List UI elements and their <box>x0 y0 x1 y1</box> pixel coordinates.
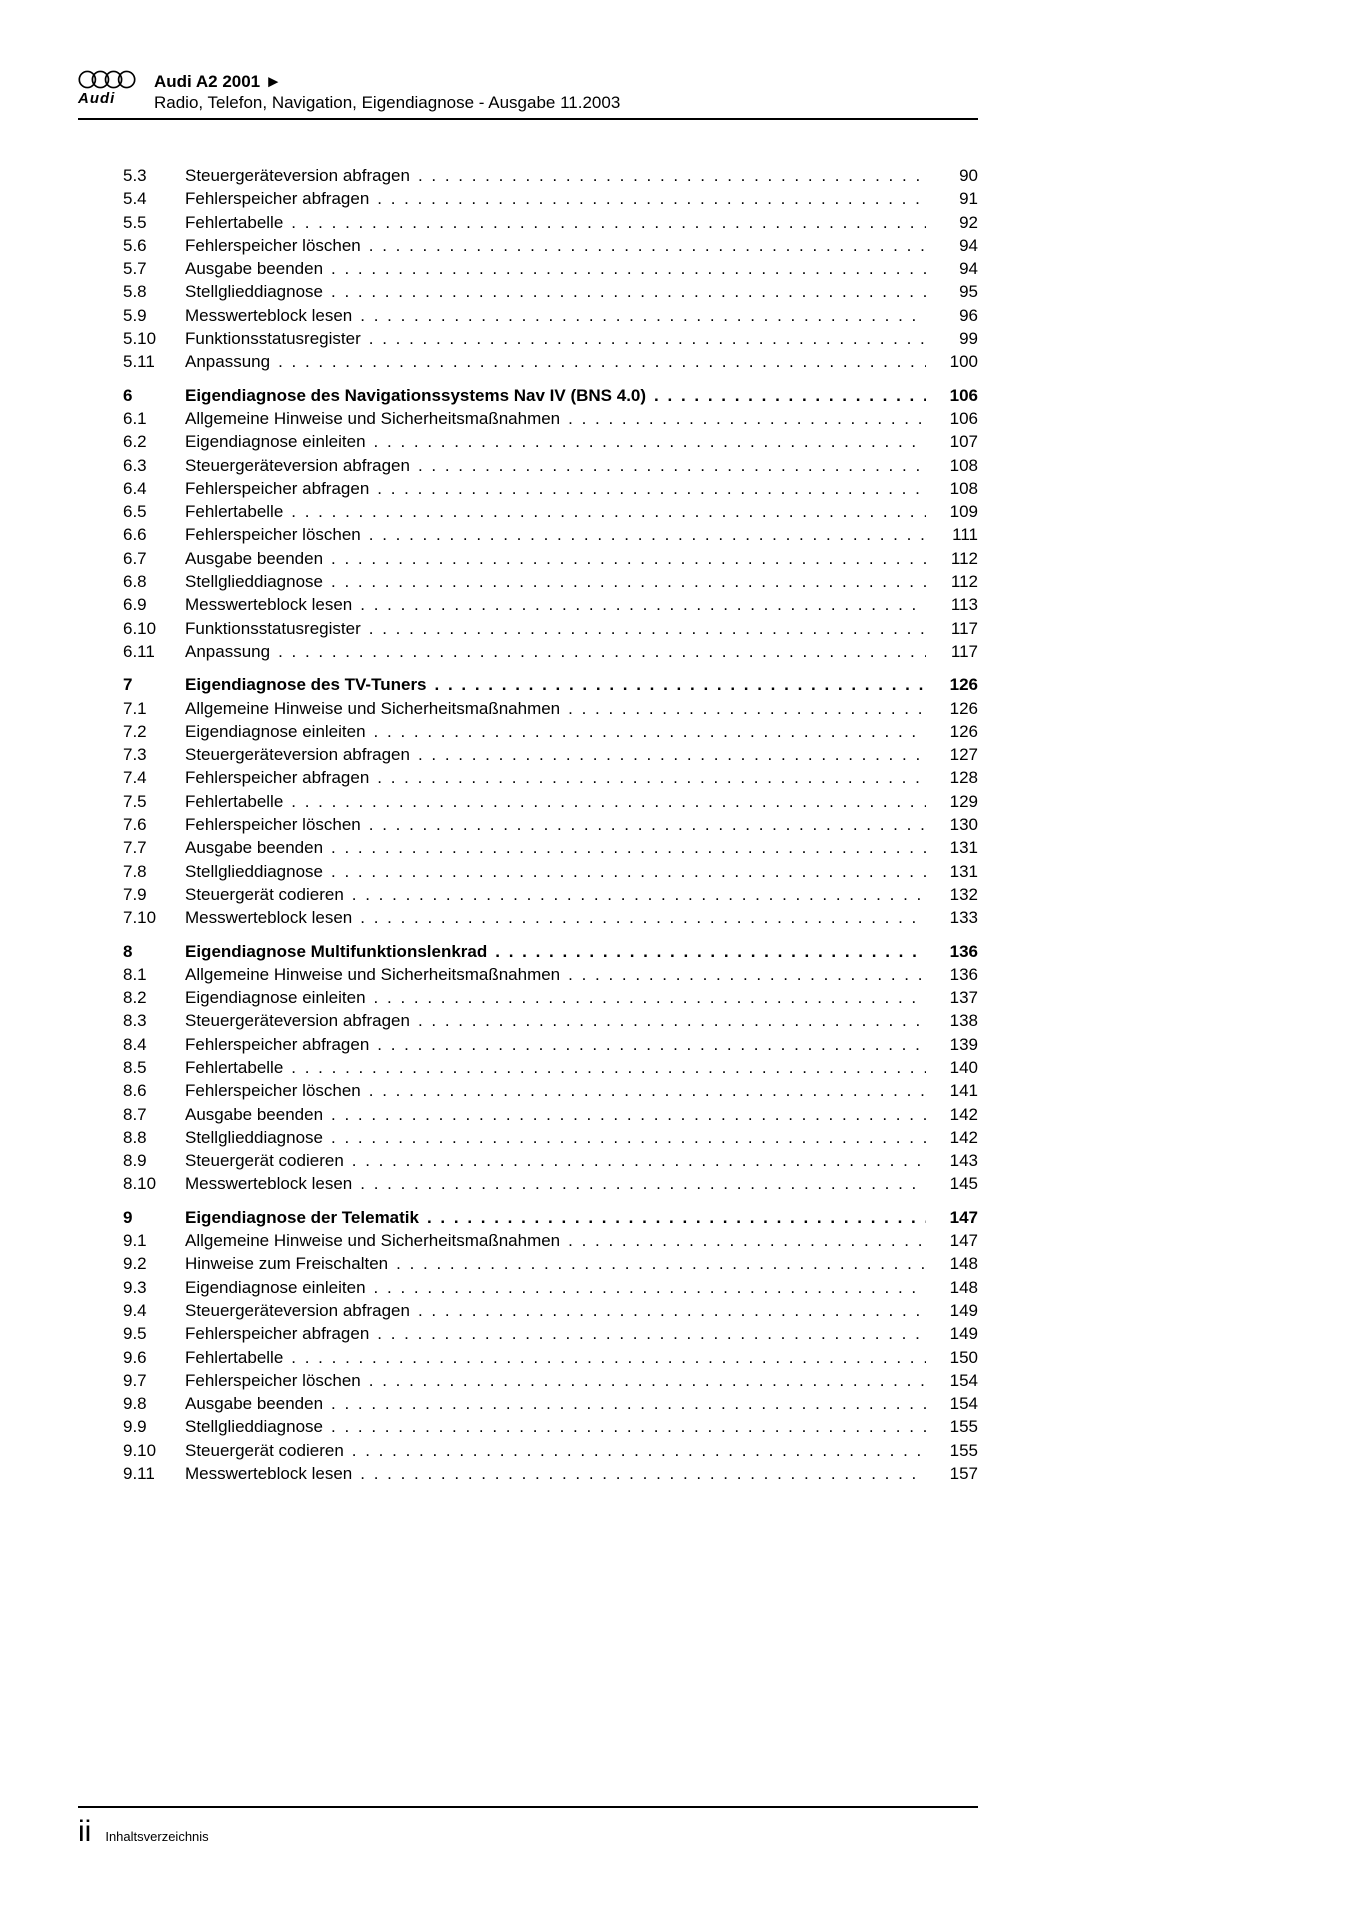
toc-entry-number: 6.3 <box>123 455 147 475</box>
toc-entry-page: 126 <box>949 721 978 741</box>
dot-leader <box>352 1149 926 1172</box>
dot-leader <box>278 640 926 663</box>
toc-entry-number: 5.5 <box>123 212 147 232</box>
toc-entry-number: 5.7 <box>123 259 147 279</box>
dot-leader <box>377 477 926 500</box>
toc-entry-number: 9.8 <box>123 1394 147 1414</box>
toc-entry-number: 5.4 <box>123 189 147 209</box>
toc-entry <box>78 860 978 883</box>
dot-leader <box>331 257 926 280</box>
toc-entry-page: 154 <box>949 1394 978 1414</box>
toc-entry-title: Stellglieddiagnose <box>185 861 323 881</box>
dot-leader <box>369 523 926 546</box>
header-rule <box>78 118 978 120</box>
dot-leader <box>374 430 926 453</box>
toc-entry-title: Steuergeräteversion abfragen <box>185 1300 410 1320</box>
toc-entry-title: Steuergeräteversion abfragen <box>185 1011 410 1031</box>
toc-entry-title: Eigendiagnose Multifunktionslenkrad <box>185 941 488 961</box>
toc-entry-number: 6.10 <box>123 618 157 638</box>
toc-entry <box>78 883 978 906</box>
toc-entry <box>78 1056 978 1079</box>
toc-entry-title: Steuergeräteversion abfragen <box>185 455 410 475</box>
toc-entry-title: Fehlertabelle <box>185 1057 284 1077</box>
toc-entry <box>78 1415 978 1438</box>
toc-entry-number: 5.6 <box>123 235 147 255</box>
dot-leader <box>435 673 926 696</box>
footer-section-label: Inhaltsverzeichnis <box>105 1829 209 1844</box>
toc-entry-number: 6.1 <box>123 408 147 428</box>
toc-entry-page: 107 <box>949 432 978 452</box>
toc-entry <box>78 836 978 859</box>
dot-leader <box>495 940 926 963</box>
dot-leader <box>331 860 926 883</box>
dot-leader <box>369 1369 926 1392</box>
dot-leader <box>369 327 926 350</box>
toc-entry-title: Allgemeine Hinweise und Sicherheitsmaßnahmen <box>185 408 561 428</box>
toc-entry-page: 128 <box>949 768 978 788</box>
dot-leader <box>369 234 926 257</box>
toc-entry <box>78 570 978 593</box>
toc-entry-page: 108 <box>949 455 978 475</box>
toc-entry-title: Ausgabe beenden <box>185 548 324 568</box>
toc-entry-title: Stellglieddiagnose <box>185 282 323 302</box>
toc-entry-number: 5.8 <box>123 282 147 302</box>
toc-entry-page: 139 <box>949 1034 978 1054</box>
toc-entry <box>78 673 978 696</box>
toc-entry-number: 9.7 <box>123 1370 147 1390</box>
toc-entry-number: 6.4 <box>123 478 147 498</box>
toc-entry-number: 8 <box>123 941 133 961</box>
dot-leader <box>291 1056 926 1079</box>
toc-entry <box>78 523 978 546</box>
toc-entry <box>78 1346 978 1369</box>
toc-entry-title: Messwerteblock lesen <box>185 305 353 325</box>
dot-leader <box>374 1276 926 1299</box>
toc-entry-title: Steuergeräteversion abfragen <box>185 166 410 185</box>
toc-entry-number: 6.7 <box>123 548 147 568</box>
toc-entry-number: 8.3 <box>123 1011 147 1031</box>
toc-entry-number: 7.5 <box>123 791 147 811</box>
toc-entry-page: 142 <box>949 1127 978 1147</box>
toc-entry-title: Fehlertabelle <box>185 791 284 811</box>
toc-list <box>78 164 978 1485</box>
toc-entry-page: 149 <box>949 1324 978 1344</box>
toc-entry-number: 6.2 <box>123 432 147 452</box>
dot-leader <box>369 617 926 640</box>
dot-leader <box>374 986 926 1009</box>
toc-entry-number: 6.5 <box>123 502 147 522</box>
toc-entry-title: Eigendiagnose der Telematik <box>185 1207 419 1227</box>
toc-entry-title: Eigendiagnose einleiten <box>185 988 366 1008</box>
toc-entry-number: 9.5 <box>123 1324 147 1344</box>
toc-entry-number: 8.2 <box>123 988 147 1008</box>
dot-leader <box>331 547 926 570</box>
toc-entry-page: 143 <box>949 1151 978 1171</box>
dot-leader <box>360 593 926 616</box>
toc-entry-number: 9.1 <box>123 1231 147 1251</box>
toc-entry-number: 8.8 <box>123 1127 147 1147</box>
toc-entry-title: Fehlerspeicher abfragen <box>185 189 370 209</box>
toc-entry-title: Fehlerspeicher löschen <box>185 1370 361 1390</box>
toc-entry <box>78 477 978 500</box>
toc-entry <box>78 1229 978 1252</box>
toc-entry-page: 150 <box>949 1347 978 1367</box>
page-footer <box>78 1806 978 1848</box>
toc-entry-number: 6.8 <box>123 572 147 592</box>
dot-leader <box>331 570 926 593</box>
dot-leader <box>418 743 926 766</box>
toc-entry-page: 155 <box>949 1417 978 1437</box>
footer-line <box>78 1816 978 1848</box>
dot-leader <box>352 883 926 906</box>
toc-entry-title: Steuergerät codieren <box>185 1151 344 1171</box>
toc-entry-page: 142 <box>949 1104 978 1124</box>
footer-rule <box>78 1806 978 1808</box>
toc-entry-title: Eigendiagnose des TV-Tuners <box>185 675 427 695</box>
toc-entry <box>78 234 978 257</box>
toc-entry <box>78 1009 978 1032</box>
dot-leader <box>418 1009 926 1032</box>
toc-entry-page: 94 <box>959 235 978 255</box>
toc-entry <box>78 500 978 523</box>
toc-entry-number: 6.11 <box>123 641 155 661</box>
toc-entry-title: Funktionsstatusregister <box>185 618 361 638</box>
page-header <box>78 70 978 113</box>
toc-entry <box>78 640 978 663</box>
dot-leader <box>568 963 926 986</box>
toc-entry-title: Steuergeräteversion abfragen <box>185 745 410 765</box>
toc-entry-title: Ausgabe beenden <box>185 1104 324 1124</box>
toc-entry-title: Eigendiagnose einleiten <box>185 1277 366 1297</box>
toc-entry-number: 8.6 <box>123 1081 147 1101</box>
toc-entry-number: 7.7 <box>123 838 147 858</box>
toc-entry-page: 145 <box>949 1174 978 1194</box>
toc-entry-number: 9.2 <box>123 1254 147 1274</box>
toc-entry-page: 129 <box>949 791 978 811</box>
dot-leader <box>360 304 926 327</box>
page-content <box>78 70 978 1485</box>
toc-entry-page: 130 <box>949 815 978 835</box>
toc-entry <box>78 743 978 766</box>
toc-entry-number: 7.6 <box>123 815 147 835</box>
toc-entry-title: Fehlerspeicher löschen <box>185 525 361 545</box>
toc-entry-number: 5.3 <box>123 166 147 185</box>
toc-entry-page: 147 <box>949 1207 978 1227</box>
toc-entry <box>78 720 978 743</box>
header-text <box>154 70 620 113</box>
toc-entry-number: 5.10 <box>123 329 157 349</box>
dot-leader <box>331 1126 926 1149</box>
toc-entry <box>78 1276 978 1299</box>
toc-entry <box>78 1103 978 1126</box>
toc-entry-number: 7.9 <box>123 884 147 904</box>
toc-entry <box>78 547 978 570</box>
toc-entry-page: 126 <box>949 675 978 695</box>
toc-entry-number: 9.10 <box>123 1440 157 1460</box>
toc-entry <box>78 593 978 616</box>
toc-entry <box>78 1079 978 1102</box>
toc-entry-title: Messwerteblock lesen <box>185 1174 353 1194</box>
toc-entry <box>78 1252 978 1275</box>
dot-leader <box>374 720 926 743</box>
toc-entry-page: 111 <box>952 525 978 545</box>
toc-entry-title: Steuergerät codieren <box>185 1440 344 1460</box>
dot-leader <box>352 1439 926 1462</box>
dot-leader <box>418 1299 926 1322</box>
toc-entry-number: 7.8 <box>123 861 147 881</box>
dot-leader <box>377 766 926 789</box>
header-model-line: Audi A2 2001 ► <box>154 72 282 91</box>
toc-entry-number: 8.1 <box>123 964 147 984</box>
toc-entry <box>78 986 978 1009</box>
toc-entry-page: 117 <box>950 618 978 638</box>
dot-leader <box>278 350 926 373</box>
dot-leader <box>418 454 926 477</box>
toc-entry-title: Fehlerspeicher löschen <box>185 815 361 835</box>
toc-entry <box>78 350 978 373</box>
dot-leader <box>568 407 926 430</box>
toc-entry-page: 136 <box>949 964 978 984</box>
toc-entry-number: 5.9 <box>123 305 147 325</box>
toc-entry-number: 8.7 <box>123 1104 147 1124</box>
audi-rings-icon <box>78 70 136 89</box>
dot-leader <box>377 1033 926 1056</box>
toc-entry-title: Anpassung <box>185 641 271 661</box>
toc-entry-title: Fehlerspeicher abfragen <box>185 1324 370 1344</box>
dot-leader <box>369 1079 926 1102</box>
toc-entry <box>78 257 978 280</box>
toc-entry-title: Ausgabe beenden <box>185 1394 324 1414</box>
toc-entry-number: 6.6 <box>123 525 147 545</box>
toc-entry-number: 8.9 <box>123 1151 147 1171</box>
toc-entry <box>78 1033 978 1056</box>
dot-leader <box>360 1462 926 1485</box>
toc-entry-number: 7.10 <box>123 908 157 928</box>
toc-entry-number: 8.5 <box>123 1057 147 1077</box>
toc-entry-page: 147 <box>949 1231 978 1251</box>
dot-leader <box>331 1103 926 1126</box>
dot-leader <box>377 1322 926 1345</box>
toc-entry <box>78 940 978 963</box>
toc-entry <box>78 164 978 187</box>
toc-entry <box>78 1439 978 1462</box>
toc-entry-title: Fehlerspeicher abfragen <box>185 478 370 498</box>
toc-entry-page: 154 <box>949 1370 978 1390</box>
toc-entry-number: 9 <box>123 1207 133 1227</box>
dot-leader <box>291 500 926 523</box>
toc-entry-title: Stellglieddiagnose <box>185 1417 323 1437</box>
toc-entry <box>78 906 978 929</box>
dot-leader <box>360 1172 926 1195</box>
toc-entry-page: 136 <box>949 941 978 961</box>
footer-page-number: ii <box>78 1815 92 1848</box>
dot-leader <box>396 1252 926 1275</box>
toc-entry-page: 91 <box>959 189 978 209</box>
toc-entry <box>78 1172 978 1195</box>
toc-entry-number: 9.4 <box>123 1300 147 1320</box>
dot-leader <box>377 187 926 210</box>
toc-entry-title: Hinweise zum Freischalten <box>185 1254 389 1274</box>
toc-entry <box>78 1369 978 1392</box>
toc-entry-title: Allgemeine Hinweise und Sicherheitsmaßnahmen <box>185 698 561 718</box>
toc-entry <box>78 1392 978 1415</box>
toc-entry <box>78 1206 978 1229</box>
toc-entry-number: 9.6 <box>123 1347 147 1367</box>
toc-entry-title: Messwerteblock lesen <box>185 1464 353 1484</box>
toc-entry-title: Eigendiagnose des Navigationssystems Nav IV (BNS 4.0) <box>185 385 647 405</box>
dot-leader <box>360 906 926 929</box>
toc-entry-number: 6 <box>123 385 133 405</box>
toc-entry-page: 148 <box>949 1254 978 1274</box>
toc-entry-page: 137 <box>949 988 978 1008</box>
toc-entry-page: 140 <box>949 1057 978 1077</box>
toc-entry-title: Fehlerspeicher abfragen <box>185 768 370 788</box>
toc-entry-title: Eigendiagnose einleiten <box>185 432 366 452</box>
toc-entry <box>78 617 978 640</box>
toc-entry-page: 109 <box>949 502 978 522</box>
toc-entry-title: Fehlertabelle <box>185 212 284 232</box>
toc-entry-page: 131 <box>949 861 978 881</box>
toc-entry-page: 127 <box>949 745 978 765</box>
dot-leader <box>291 1346 926 1369</box>
dot-leader <box>331 1392 926 1415</box>
toc-entry-page: 149 <box>949 1300 978 1320</box>
dot-leader <box>568 1229 926 1252</box>
toc-entry-number: 9.11 <box>123 1464 155 1484</box>
toc-entry-title: Ausgabe beenden <box>185 838 324 858</box>
dot-leader <box>369 813 926 836</box>
header-subtitle: Radio, Telefon, Navigation, Eigendiagnose - Ausgabe 11.2003 <box>154 93 621 112</box>
toc-entry-title: Funktionsstatusregister <box>185 329 361 349</box>
toc-entry-page: 131 <box>949 838 978 858</box>
dot-leader <box>418 164 926 187</box>
toc-entry <box>78 280 978 303</box>
toc-entry-title: Allgemeine Hinweise und Sicherheitsmaßnahmen <box>185 964 561 984</box>
toc-entry-page: 95 <box>959 282 978 302</box>
toc-entry-page: 155 <box>949 1440 978 1460</box>
toc-entry-title: Messwerteblock lesen <box>185 908 353 928</box>
toc-entry-page: 113 <box>950 595 978 615</box>
toc-entry-page: 112 <box>950 548 978 568</box>
toc-entry-page: 133 <box>949 908 978 928</box>
audi-wordmark: Audi <box>78 90 116 107</box>
toc-entry <box>78 187 978 210</box>
toc-entry-page: 132 <box>949 884 978 904</box>
toc-entry <box>78 327 978 350</box>
toc-entry <box>78 790 978 813</box>
toc-entry-number: 7.1 <box>123 698 147 718</box>
toc-entry <box>78 813 978 836</box>
dot-leader <box>331 1415 926 1438</box>
toc-entry-page: 157 <box>949 1464 978 1484</box>
toc-entry-number: 7.4 <box>123 768 147 788</box>
toc-entry-title: Fehlerspeicher löschen <box>185 235 361 255</box>
dot-leader <box>427 1206 926 1229</box>
toc-entry-title: Fehlertabelle <box>185 502 284 522</box>
toc-entry-title: Ausgabe beenden <box>185 259 324 279</box>
toc-entry-number: 6.9 <box>123 595 147 615</box>
toc-entry-title: Fehlertabelle <box>185 1347 284 1367</box>
toc-entry-title: Messwerteblock lesen <box>185 595 353 615</box>
toc-entry-number: 9.9 <box>123 1417 147 1437</box>
toc-entry-page: 90 <box>959 166 978 185</box>
toc-entry-page: 100 <box>949 352 978 372</box>
toc-entry-page: 92 <box>959 212 978 232</box>
toc-entry-page: 141 <box>949 1081 978 1101</box>
toc-entry-number: 8.4 <box>123 1034 147 1054</box>
toc-entry-page: 94 <box>959 259 978 279</box>
toc-entry-page: 99 <box>959 329 978 349</box>
toc-entry-number: 8.10 <box>123 1174 157 1194</box>
toc-entry <box>78 766 978 789</box>
toc-entry-title: Allgemeine Hinweise und Sicherheitsmaßnahmen <box>185 1231 561 1251</box>
dot-leader <box>291 211 926 234</box>
toc-entry <box>78 211 978 234</box>
dot-leader <box>568 697 926 720</box>
toc-entry <box>78 430 978 453</box>
toc-entry-page: 126 <box>949 698 978 718</box>
toc-entry-title: Stellglieddiagnose <box>185 1127 323 1147</box>
toc-entry-number: 7.3 <box>123 745 147 765</box>
toc-entry-title: Fehlerspeicher abfragen <box>185 1034 370 1054</box>
toc-entry-number: 5.11 <box>123 352 155 372</box>
toc-entry <box>78 304 978 327</box>
toc-entry-page: 106 <box>949 385 978 405</box>
toc-entry-title: Anpassung <box>185 352 271 372</box>
toc-entry-title: Stellglieddiagnose <box>185 572 323 592</box>
audi-logo <box>78 70 148 107</box>
toc-entry-page: 117 <box>950 641 978 661</box>
toc-entry <box>78 1462 978 1485</box>
toc-entry-number: 9.3 <box>123 1277 147 1297</box>
toc-entry <box>78 1126 978 1149</box>
toc-entry <box>78 1149 978 1172</box>
toc-entry <box>78 407 978 430</box>
dot-leader <box>654 384 926 407</box>
dot-leader <box>331 836 926 859</box>
toc-entry-page: 138 <box>949 1011 978 1031</box>
toc-entry-page: 108 <box>949 478 978 498</box>
toc-entry-number: 7.2 <box>123 721 147 741</box>
toc-entry-title: Eigendiagnose einleiten <box>185 721 366 741</box>
toc-entry <box>78 697 978 720</box>
toc-entry <box>78 1299 978 1322</box>
toc-entry-page: 148 <box>949 1277 978 1297</box>
toc-entry <box>78 963 978 986</box>
dot-leader <box>291 790 926 813</box>
toc-entry <box>78 384 978 407</box>
toc-entry-page: 106 <box>949 408 978 428</box>
toc-entry-title: Steuergerät codieren <box>185 884 344 904</box>
toc-entry-number: 7 <box>123 675 133 695</box>
toc-entry-page: 112 <box>950 572 978 592</box>
dot-leader <box>331 280 926 303</box>
toc-entry-title: Fehlerspeicher löschen <box>185 1081 361 1101</box>
toc-entry-page: 96 <box>959 305 978 325</box>
toc-entry <box>78 1322 978 1345</box>
toc-entry <box>78 454 978 477</box>
